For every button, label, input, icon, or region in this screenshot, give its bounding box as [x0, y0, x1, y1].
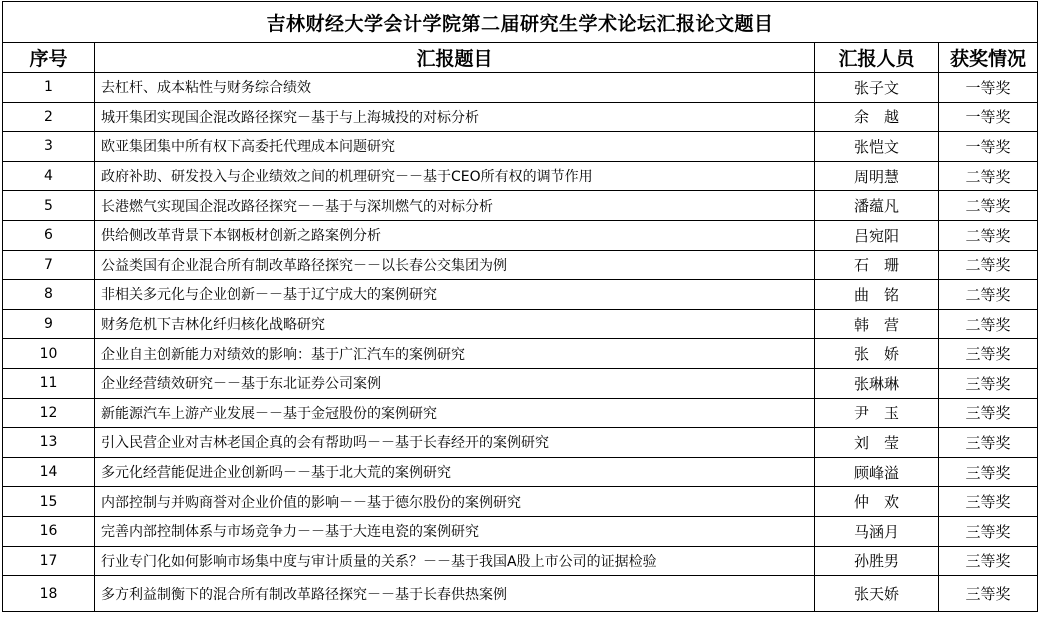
cell-presenter: 潘蕴凡 — [815, 191, 939, 221]
paper-list-table — [2, 1, 1038, 612]
cell-topic: 多元化经营能促进企业创新吗－－基于北大荒的案例研究 — [95, 457, 815, 487]
cell-presenter: 吕宛阳 — [815, 220, 939, 250]
table-row — [3, 309, 1038, 339]
cell-presenter: 顾峰溢 — [815, 457, 939, 487]
cell-index: 7 — [3, 250, 95, 280]
cell-award: 三等奖 — [939, 339, 1038, 369]
cell-topic: 内部控制与并购商誉对企业价值的影响－－基于德尔股份的案例研究 — [95, 487, 815, 517]
cell-index: 13 — [3, 428, 95, 458]
cell-index: 15 — [3, 487, 95, 517]
cell-award: 二等奖 — [939, 309, 1038, 339]
cell-topic: 公益类国有企业混合所有制改革路径探究－－以长春公交集团为例 — [95, 250, 815, 280]
cell-presenter: 张恺文 — [815, 132, 939, 162]
cell-presenter: 曲 铭 — [815, 280, 939, 310]
cell-topic: 欧亚集团集中所有权下高委托代理成本问题研究 — [95, 132, 815, 162]
cell-index: 18 — [3, 576, 95, 612]
cell-award: 三等奖 — [939, 368, 1038, 398]
cell-topic: 行业专门化如何影响市场集中度与审计质量的关系？－－基于我国A股上市公司的证据检验 — [95, 546, 815, 576]
header-award: 获奖情况 — [939, 43, 1038, 73]
cell-index: 14 — [3, 457, 95, 487]
cell-topic: 去杠杆、成本粘性与财务综合绩效 — [95, 73, 815, 103]
cell-presenter: 刘 莹 — [815, 428, 939, 458]
cell-index: 4 — [3, 161, 95, 191]
cell-index: 2 — [3, 102, 95, 132]
table-row — [3, 368, 1038, 398]
table-row — [3, 428, 1038, 458]
cell-presenter: 尹 玉 — [815, 398, 939, 428]
cell-award: 三等奖 — [939, 516, 1038, 546]
cell-topic: 长港燃气实现国企混改路径探究－－基于与深圳燃气的对标分析 — [95, 191, 815, 221]
spreadsheet-sheet — [2, 1, 1037, 612]
cell-presenter: 张 娇 — [815, 339, 939, 369]
cell-award: 三等奖 — [939, 398, 1038, 428]
cell-index: 12 — [3, 398, 95, 428]
header-topic: 汇报题目 — [95, 43, 815, 73]
cell-index: 10 — [3, 339, 95, 369]
table-row — [3, 457, 1038, 487]
cell-award: 二等奖 — [939, 250, 1038, 280]
cell-award: 二等奖 — [939, 280, 1038, 310]
table-row — [3, 132, 1038, 162]
cell-award: 二等奖 — [939, 220, 1038, 250]
cell-award: 二等奖 — [939, 191, 1038, 221]
cell-topic: 财务危机下吉林化纤归核化战略研究 — [95, 309, 815, 339]
cell-topic: 新能源汽车上游产业发展－－基于金冠股份的案例研究 — [95, 398, 815, 428]
cell-topic: 供给侧改革背景下本钢板材创新之路案例分析 — [95, 220, 815, 250]
cell-index: 8 — [3, 280, 95, 310]
cell-award: 一等奖 — [939, 73, 1038, 103]
table-row — [3, 220, 1038, 250]
cell-topic: 企业自主创新能力对绩效的影响：基于广汇汽车的案例研究 — [95, 339, 815, 369]
cell-award: 一等奖 — [939, 132, 1038, 162]
table-row — [3, 546, 1038, 576]
table-row — [3, 161, 1038, 191]
cell-index: 3 — [3, 132, 95, 162]
table-title: 吉林财经大学会计学院第二届研究生学术论坛汇报论文题目 — [3, 2, 1038, 43]
table-row — [3, 487, 1038, 517]
table-row — [3, 191, 1038, 221]
table-row — [3, 280, 1038, 310]
cell-topic: 完善内部控制体系与市场竞争力－－基于大连电瓷的案例研究 — [95, 516, 815, 546]
cell-index: 5 — [3, 191, 95, 221]
cell-presenter: 仲 欢 — [815, 487, 939, 517]
cell-index: 16 — [3, 516, 95, 546]
cell-presenter: 马涵月 — [815, 516, 939, 546]
cell-index: 11 — [3, 368, 95, 398]
cell-index: 1 — [3, 73, 95, 103]
cell-presenter: 石 珊 — [815, 250, 939, 280]
cell-award: 三等奖 — [939, 576, 1038, 612]
cell-award: 二等奖 — [939, 161, 1038, 191]
cell-presenter: 周明慧 — [815, 161, 939, 191]
cell-index: 6 — [3, 220, 95, 250]
table-row — [3, 250, 1038, 280]
cell-award: 三等奖 — [939, 546, 1038, 576]
cell-topic: 政府补助、研发投入与企业绩效之间的机理研究－－基于CEO所有权的调节作用 — [95, 161, 815, 191]
cell-topic: 引入民营企业对吉林老国企真的会有帮助吗－－基于长春经开的案例研究 — [95, 428, 815, 458]
cell-index: 9 — [3, 309, 95, 339]
header-presenter: 汇报人员 — [815, 43, 939, 73]
table-row — [3, 73, 1038, 103]
cell-topic: 城开集团实现国企混改路径探究－基于与上海城投的对标分析 — [95, 102, 815, 132]
cell-presenter: 余 越 — [815, 102, 939, 132]
cell-topic: 多方利益制衡下的混合所有制改革路径探究－－基于长春供热案例 — [95, 576, 815, 612]
cell-award: 三等奖 — [939, 457, 1038, 487]
cell-presenter: 韩 营 — [815, 309, 939, 339]
table-row — [3, 398, 1038, 428]
cell-presenter: 张天娇 — [815, 576, 939, 612]
cell-award: 三等奖 — [939, 428, 1038, 458]
cell-award: 一等奖 — [939, 102, 1038, 132]
table-row — [3, 102, 1038, 132]
cell-award: 三等奖 — [939, 487, 1038, 517]
table-row — [3, 516, 1038, 546]
header-index: 序号 — [3, 43, 95, 73]
cell-topic: 非相关多元化与企业创新－－基于辽宁成大的案例研究 — [95, 280, 815, 310]
table-row — [3, 339, 1038, 369]
cell-index: 17 — [3, 546, 95, 576]
cell-topic: 企业经营绩效研究－－基于东北证券公司案例 — [95, 368, 815, 398]
table-row — [3, 576, 1038, 612]
cell-presenter: 孙胜男 — [815, 546, 939, 576]
cell-presenter: 张琳琳 — [815, 368, 939, 398]
cell-presenter: 张子文 — [815, 73, 939, 103]
